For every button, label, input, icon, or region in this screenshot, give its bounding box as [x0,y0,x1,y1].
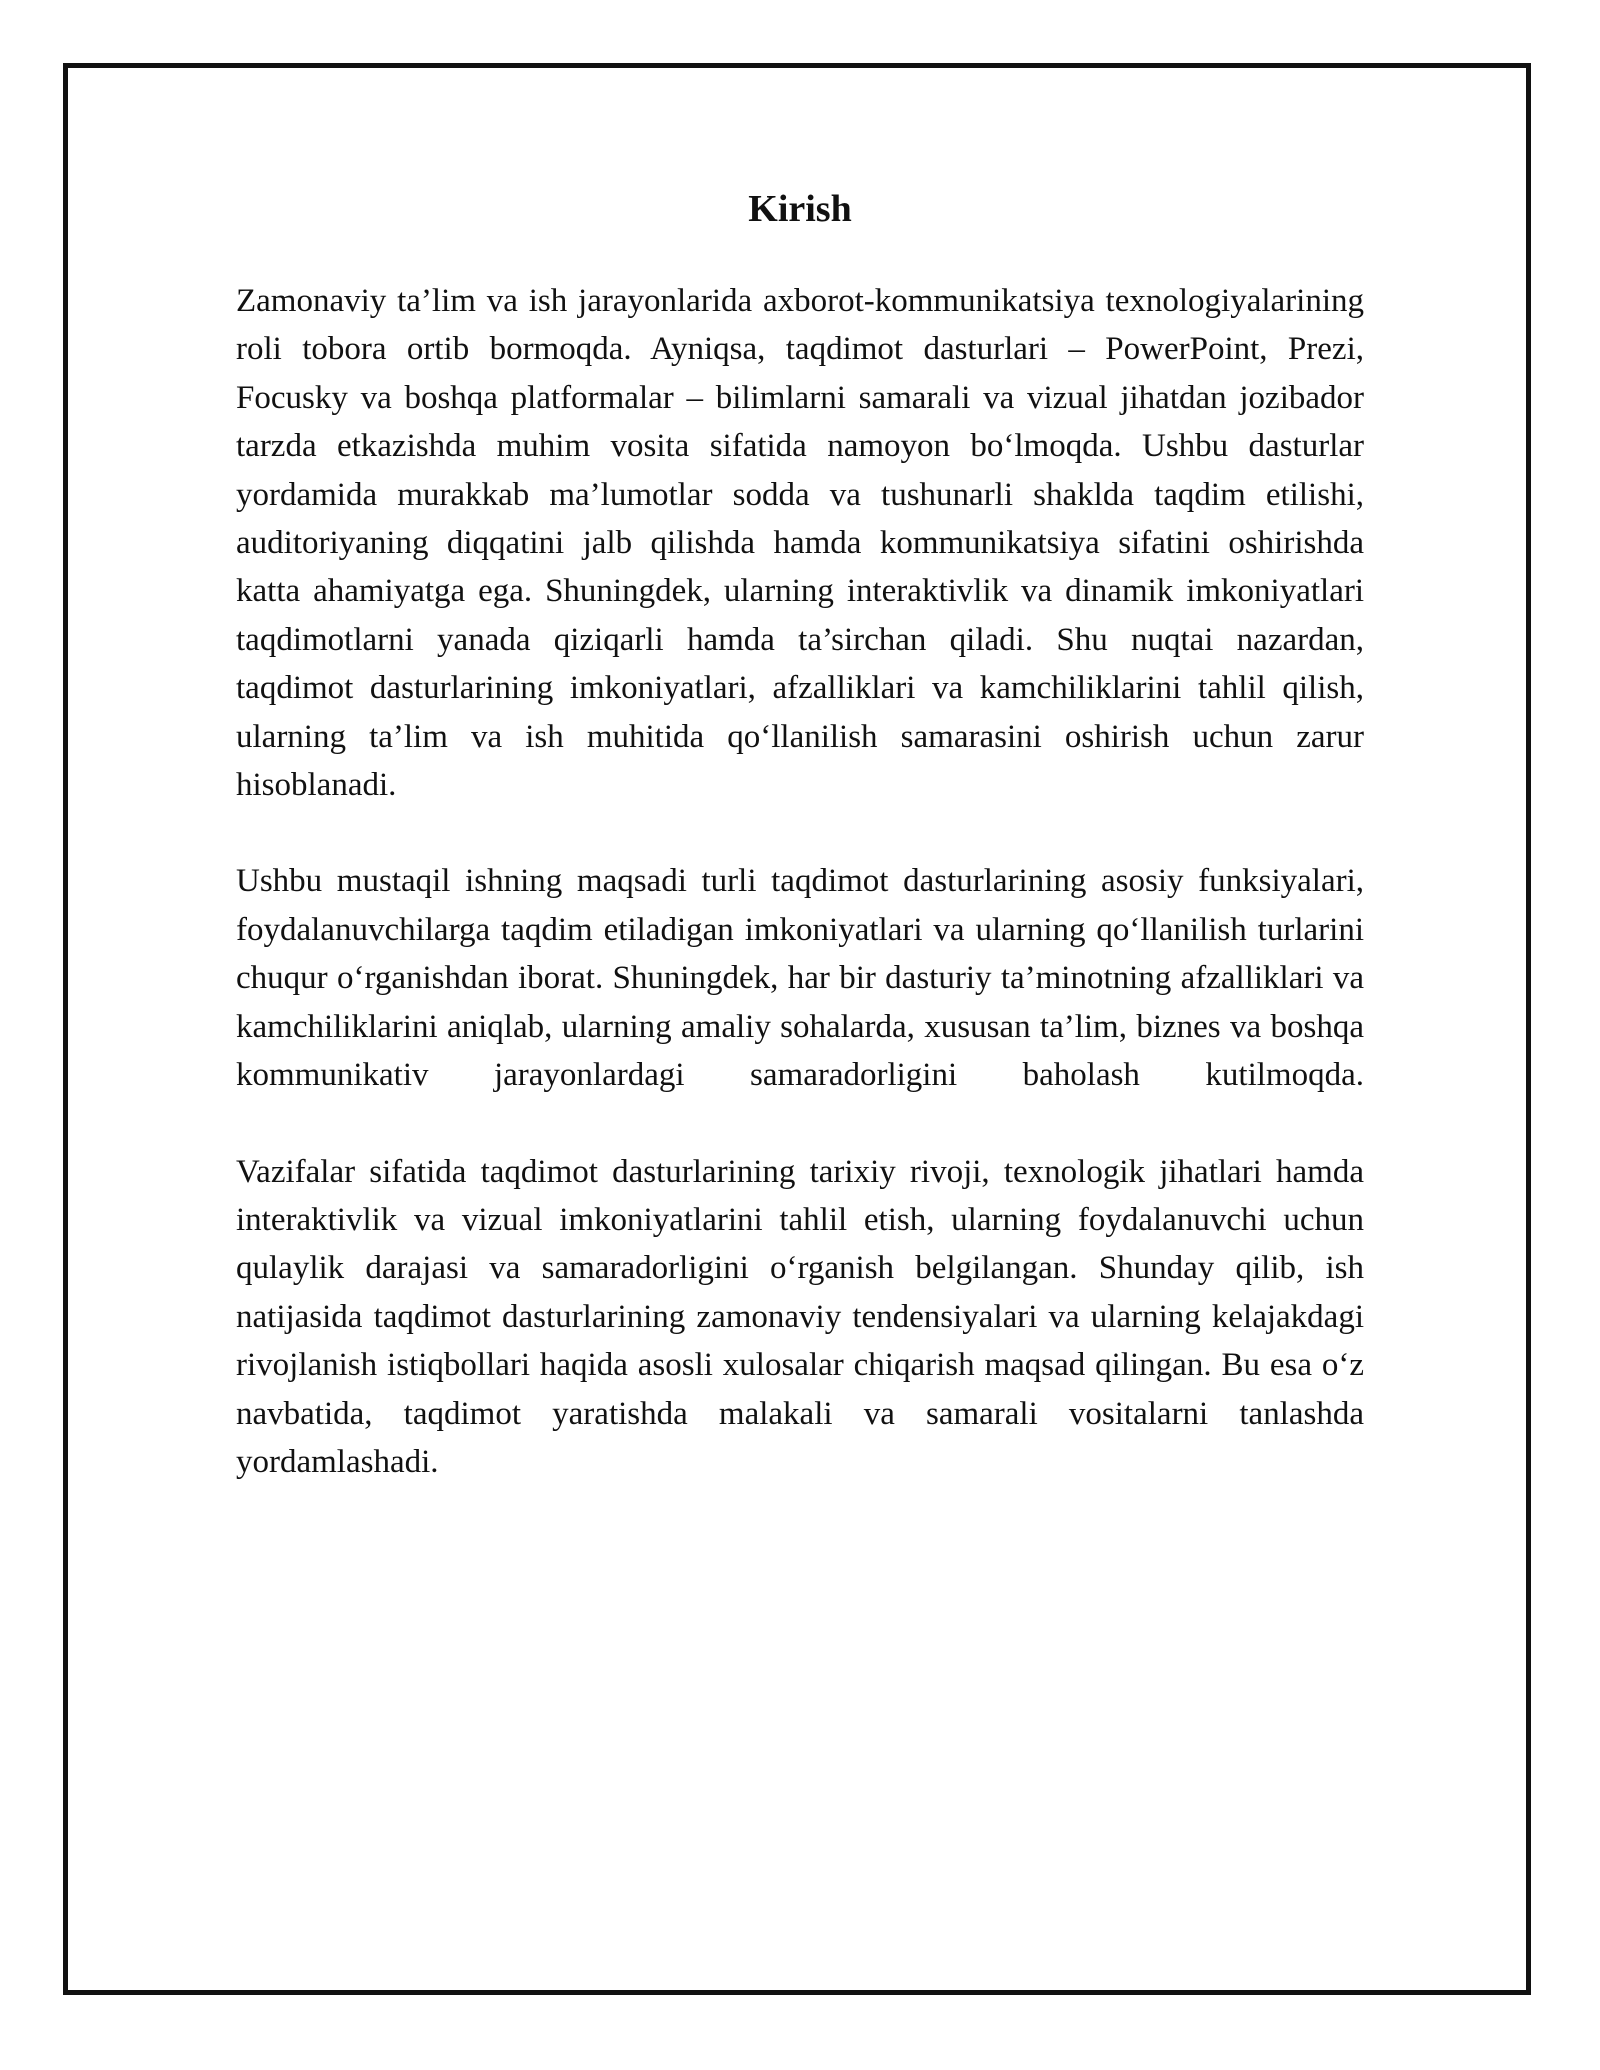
paragraph-goal: Ushbu mustaqil ishning maqsadi turli taqdimot dasturlarining asosiy funksiyalari, foydalanuvchilarga taqdim etiladigan imkoniyatlari va ularning qo‘llanilish turlarini chuqur o‘rganishdan iborat. Shuningdek, har bir dasturiy ta’minotning afzalliklari va kamchiliklarini aniqlab, ularning amaliy sohalarda, xususan ta’lim, biznes va boshqa kommunikativ jarayonlardagi samaradorligini baholash kutilmoqda. [236,863,1364,1094]
paragraph-tasks: Vazifalar sifatida taqdimot dasturlarining tarixiy rivoji, texnologik jihatlari hamda interaktivlik va vizual imkoniyatlarini tahlil etish, ularning foydalanuvchi uchun qulaylik darajasi va samaradorligini o‘rganish belgilangan. Shunday qilib, ish natijasida taqdimot dasturlarining zamonaviy tendensiyalari va ularning kelajakdagi rivojlanish istiqbollari haqida asosli xulosalar chiqarish maqsad qilingan. Bu esa o‘z navbatida, taqdimot yaratishda malakali va samarali vositalarni tanlashda yordamlashadi. [236,1153,1364,1480]
document-title: Kirish [748,188,852,230]
paragraph-intro: Zamonaviy ta’lim va ish jarayonlarida axborot-kommunikatsiya texnologiyalarining roli tobora ortib bormoqda. Ayniqsa, taqdimot dasturlari – PowerPoint, Prezi, Focusky va boshqa platformalar – bilimlarni samarali va vizual jihatdan jozibador tarzda etkazishda muhim vosita sifatida namoyon bo‘lmoqda. Ushbu dasturlar yordamida murakkab ma’lumotlar sodda va tushunarli shaklda taqdim etilishi, auditoriyaning diqqatini jalb qilishda hamda kommunikatsiya sifatini oshirishda katta ahamiyatga ega. Shuningdek, ularning interaktivlik va dinamik imkoniyatlari taqdimotlarni yanada qiziqarli hamda ta’sirchan qiladi. Shu nuqtai nazardan, taqdimot dasturlarining imkoniyatlari, afzalliklari va kamchiliklarini tahlil qilish, ularning ta’lim va ish muhitida qo‘llanilish samarasini oshirish uchun zarur hisoblanadi. [236,283,1364,804]
document-body [236,185,1364,1534]
